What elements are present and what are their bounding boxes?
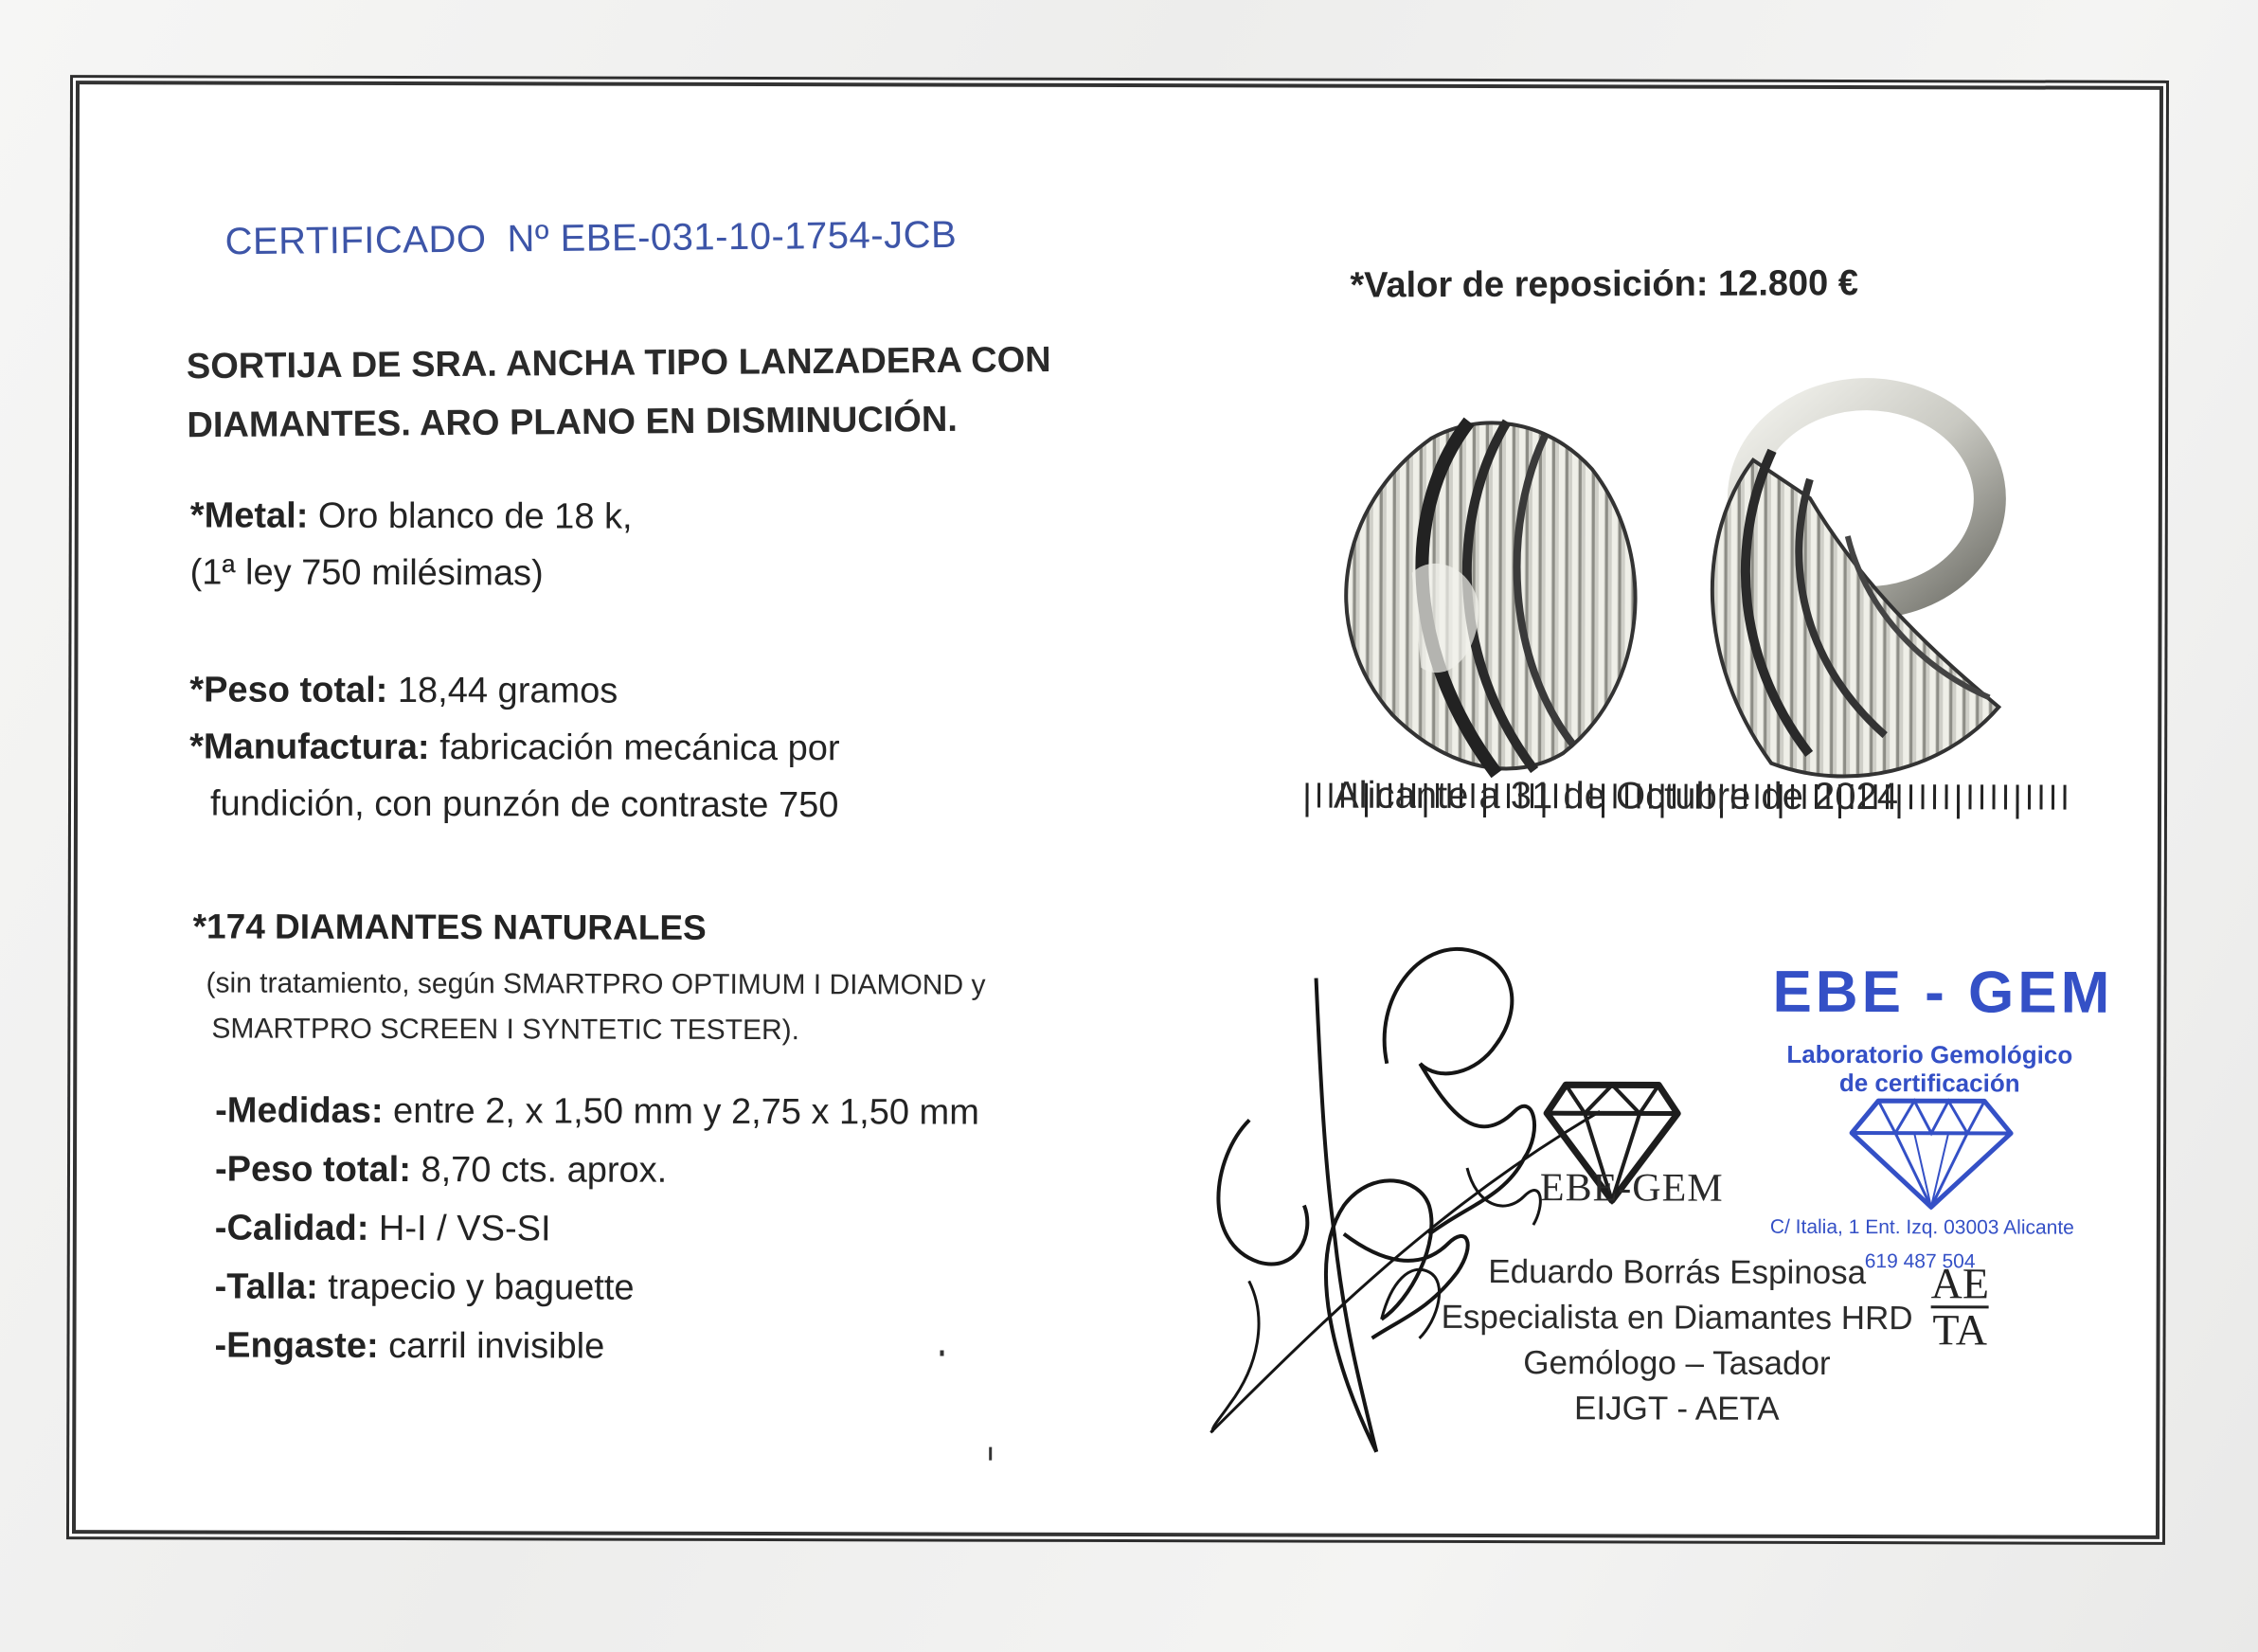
spec-row: [215, 1091, 979, 1135]
stamp-diamond-icon: [1846, 1095, 2016, 1212]
signatory-role-2: Gemólogo – Tasador: [1523, 1344, 1831, 1382]
metal-label: *Metal:: [189, 495, 309, 536]
item-description: [187, 331, 1052, 455]
stamp-lab: [1772, 1040, 2087, 1098]
diamonds-note-1: (sin tratamiento, según SMARTPRO OPTIMUM I DIAMOND y: [206, 967, 986, 1001]
metal-value: Oro blanco de 18 k,: [317, 495, 633, 537]
signatory-role-3: EIJGT - AETA: [1574, 1390, 1780, 1428]
description-line-1: SORTIJA DE SRA. ANCHA TIPO LANZADERA CON: [186, 340, 1051, 387]
scan-speck: [940, 1351, 943, 1356]
signatory-role-1: Especialista en Diamantes HRD: [1441, 1298, 1913, 1338]
signatory-name: Eduardo Borrás Espinosa: [1488, 1253, 1867, 1292]
spec-value: 8,70 cts. aprox.: [421, 1150, 668, 1191]
diamonds-note-2: SMARTPRO SCREEN I SYNTETIC TESTER).: [211, 1013, 800, 1047]
description-line-2: DIAMANTES. ARO PLANO EN DISMINUCIÓN.: [187, 399, 959, 446]
weight-row: [189, 670, 618, 712]
scan-speck: [989, 1447, 992, 1461]
spec-row: [215, 1150, 667, 1193]
spec-label: -Calidad:: [214, 1208, 369, 1248]
spec-label: -Peso total:: [214, 1149, 411, 1191]
spec-label: -Medidas:: [215, 1090, 384, 1131]
weight-label: *Peso total:: [189, 670, 388, 710]
spec-label: -Talla:: [214, 1266, 318, 1307]
stamp-address: C/ Italia, 1 Ent. Izq. 03003 Alicante: [1769, 1215, 2074, 1239]
spec-label: -Engaste:: [214, 1325, 379, 1366]
aeta-top: AE: [1930, 1259, 1990, 1308]
spec-value: carril invisible: [388, 1325, 605, 1367]
certificate-number: Nº EBE-031-10-1754-JCB: [507, 213, 958, 260]
stamp-phone: 619 487 504: [1864, 1250, 1976, 1273]
ring-photo: [1279, 345, 2094, 820]
place-and-date: Alicante a 31 de Octubre de 2024: [1333, 774, 1899, 818]
spec-value: trapecio y baguette: [328, 1266, 635, 1308]
metal-law: (1ª ley 750 milésimas): [189, 552, 544, 594]
stamp-lab-line-1: Laboratorio Gemológico: [1786, 1039, 2073, 1069]
stamp-brand: EBE - GEM: [1772, 959, 2114, 1026]
certificate-label: CERTIFICADO: [224, 218, 487, 263]
metal-row: [190, 495, 633, 538]
manufacture-value-2: fundición, con punzón de contraste 750: [209, 783, 839, 826]
weight-value: 18,44 gramos: [397, 671, 618, 711]
diamonds-title: *174 DIAMANTES NATURALES: [192, 907, 707, 947]
ring-side-view: [1711, 394, 1999, 777]
spec-row: [215, 1267, 635, 1310]
manufacture-value: fabricación mecánica por: [439, 727, 840, 769]
aeta-mark: [1930, 1259, 1990, 1355]
ring-top-view: [1346, 422, 1636, 775]
aeta-bottom: TA: [1932, 1305, 1988, 1355]
stamp-lab-line-2: de certificación: [1838, 1068, 2020, 1098]
manufacture-row: [189, 727, 839, 769]
logo-text: EBE-GEM: [1539, 1166, 1724, 1211]
certificate-title: [224, 213, 957, 263]
certificate-card: [72, 81, 2163, 1539]
replacement-value: *Valor de reposición: 12.800 €: [1350, 263, 1859, 306]
spec-value: entre 2, x 1,50 mm y 2,75 x 1,50 mm: [393, 1090, 979, 1133]
manufacture-label: *Manufactura:: [189, 727, 430, 768]
spec-value: H-I / VS-SI: [378, 1208, 551, 1249]
spec-row: [215, 1209, 551, 1251]
spec-row: [214, 1326, 604, 1369]
